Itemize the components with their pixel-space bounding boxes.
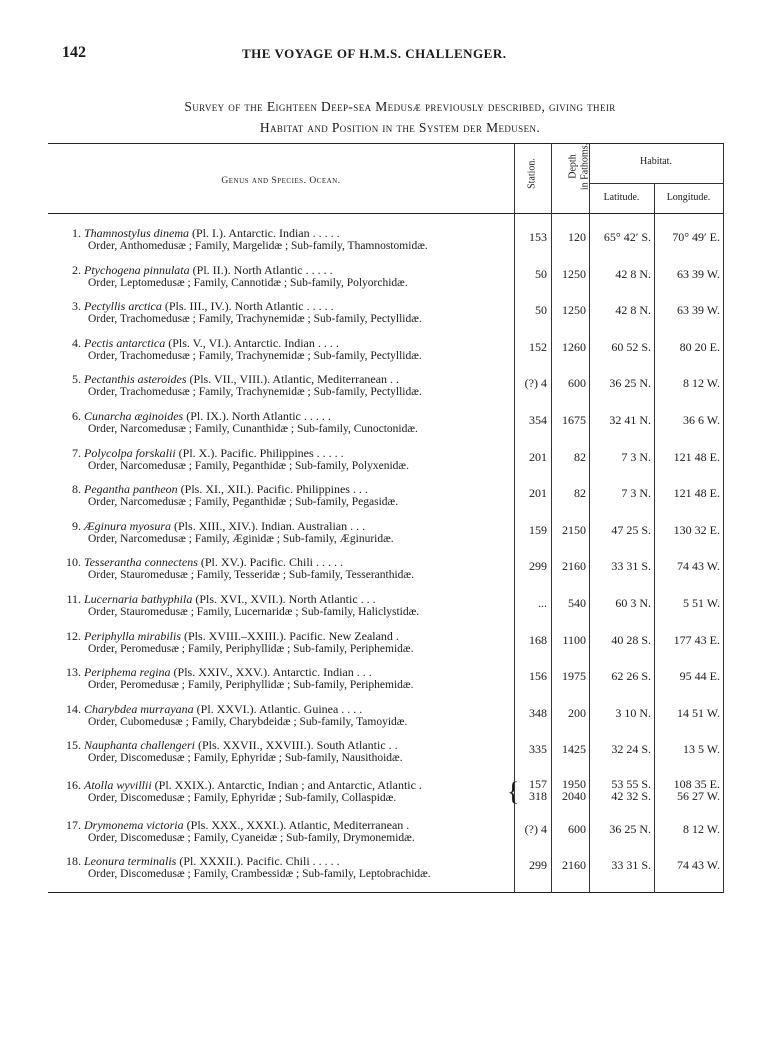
plate-ocean: (Pls. XIII., XIV.). Indian. Australian . . . bbox=[171, 518, 366, 533]
classification-line: Order, Narcomedusæ ; Family, Peganthidæ ; Sub-family, Pegasidæ. bbox=[88, 496, 399, 509]
longitude-cell: 63 39 W. bbox=[676, 266, 720, 281]
species-line bbox=[62, 702, 512, 717]
table-caption bbox=[60, 96, 740, 138]
species-name: Pectis antarctica bbox=[84, 335, 166, 350]
species-line bbox=[62, 738, 512, 753]
row-number: 12. bbox=[66, 628, 81, 643]
species-line bbox=[62, 482, 512, 497]
table-row bbox=[48, 854, 723, 888]
longitude-cell: 121 48 E. bbox=[673, 449, 720, 464]
latitude-cell: 62 26 S. bbox=[611, 669, 651, 684]
species-line bbox=[62, 592, 512, 607]
station-cell: 299 bbox=[529, 858, 547, 873]
longitude-cell: 74 43 W. bbox=[676, 559, 720, 574]
depth-cell: 1975 bbox=[562, 669, 586, 684]
plate-ocean: (Pls. V., VI.). Antarctic. Indian . . . . bbox=[165, 335, 339, 350]
table-row bbox=[48, 372, 723, 406]
classification-line: Order, Narcomedusæ ; Family, Cunanthidæ ; Sub-family, Cunoctonidæ. bbox=[88, 423, 418, 435]
plate-ocean: (Pl. XXVI.). Atlantic. Guinea . . . . bbox=[193, 701, 363, 716]
station-cell: 299 bbox=[529, 559, 547, 574]
table-row bbox=[48, 409, 723, 443]
latitude-cell: 36 25 N. bbox=[609, 376, 651, 391]
station-cell: 201 bbox=[529, 486, 547, 501]
station-cell: ... bbox=[538, 596, 547, 610]
species-name: Pegantha pantheon bbox=[84, 482, 178, 497]
plate-ocean: (Pls. XXX., XXXI.). Atlantic, Mediterranean . bbox=[183, 817, 410, 832]
longitude-cell: 8 12 W. bbox=[682, 821, 720, 836]
station-cell: (?) 4 bbox=[524, 821, 547, 836]
species-line bbox=[62, 336, 512, 351]
longitude-cell: 70° 49′ E. bbox=[672, 230, 720, 244]
column-divider bbox=[723, 143, 724, 893]
species-name: Periphylla mirabilis bbox=[84, 628, 181, 643]
row-number: 2. bbox=[72, 262, 81, 277]
row-number: 6. bbox=[72, 409, 81, 423]
classification-line: Order, Discomedusæ ; Family, Ephyridæ ; Sub-family, Nausithoidæ. bbox=[88, 752, 403, 765]
table-row bbox=[48, 446, 723, 480]
medusae-table bbox=[48, 143, 723, 894]
species-line bbox=[62, 409, 512, 424]
latitude-cell: 33 31 S. bbox=[611, 858, 651, 873]
row-number: 5. bbox=[72, 372, 81, 387]
species-line bbox=[62, 519, 512, 534]
classification-line: Order, Cubomedusæ ; Family, Charybdeidæ ; Sub-family, Tamoyidæ. bbox=[88, 715, 408, 728]
plate-ocean: (Pls. XVIII.–XXIII.). Pacific. New Zealand . bbox=[181, 628, 399, 643]
running-title: THE VOYAGE OF H.M.S. CHALLENGER. bbox=[242, 46, 507, 61]
classification-line: Order, Discomedusæ ; Family, Ephyridæ ; Sub-family, Collaspidæ. bbox=[88, 792, 397, 804]
station-cell: 50 bbox=[535, 303, 547, 318]
depth-cell: 1425 bbox=[562, 742, 586, 757]
classification-line: Order, Discomedusæ ; Family, Cyaneidæ ; Sub-family, Drymonemidæ. bbox=[88, 831, 415, 844]
row-number: 8. bbox=[72, 482, 81, 497]
depth-cell: 2160 bbox=[562, 559, 586, 574]
station-cell: 156 bbox=[529, 669, 547, 684]
depth-cell: 1675 bbox=[562, 413, 586, 427]
species-line bbox=[62, 818, 512, 833]
table-row bbox=[48, 519, 723, 553]
station-cell: 153 bbox=[529, 230, 547, 244]
species-line bbox=[62, 778, 512, 793]
table-row bbox=[48, 629, 723, 663]
species-name: Leonura terminalis bbox=[84, 854, 177, 869]
longitude-cell: 130 32 E. bbox=[673, 522, 720, 537]
row-number: 9. bbox=[72, 518, 81, 533]
species-name: Pectyllis arctica bbox=[84, 299, 162, 314]
latitude-cell: 36 25 N. bbox=[609, 821, 651, 836]
species-line bbox=[62, 555, 512, 570]
species-line bbox=[62, 226, 512, 241]
species-name: Polycolpa forskalii bbox=[84, 445, 176, 460]
row-number: 7. bbox=[72, 445, 81, 460]
depth-cell: 82 bbox=[574, 449, 586, 464]
plate-ocean: (Pl. X.). Pacific. Philippines . . . . . bbox=[175, 445, 344, 460]
longitude-cell: 36 6 W. bbox=[682, 413, 720, 427]
plate-ocean: (Pls. XXIV., XXV.). Antarctic. Indian . . . bbox=[170, 665, 372, 680]
station-cell: 152 bbox=[529, 339, 547, 354]
species-line bbox=[62, 629, 512, 644]
classification-line: Order, Anthomedusæ ; Family, Margelidæ ; Sub-family, Thamnostomidæ. bbox=[88, 240, 428, 252]
latitude-cell: 40 28 S. bbox=[611, 632, 651, 647]
species-name: Ptychogena pinnulata bbox=[84, 262, 190, 277]
table-row bbox=[48, 263, 723, 297]
longitude-cell: 108 35 E. 56 27 W. bbox=[673, 777, 720, 803]
depth-cell: 540 bbox=[568, 596, 586, 610]
row-number: 16. bbox=[66, 778, 81, 792]
table-row bbox=[48, 482, 723, 516]
plate-ocean: (Pl. XXIX.). Antarctic, Indian ; and Antarctic, Atlantic . bbox=[151, 778, 422, 792]
latitude-cell: 7 3 N. bbox=[621, 486, 651, 501]
latitude-cell: 32 41 N. bbox=[609, 413, 651, 427]
species-name: Pectanthis asteroides bbox=[84, 372, 187, 387]
table-row bbox=[48, 226, 723, 260]
station-cell: 168 bbox=[529, 632, 547, 647]
longitude-cell: 121 48 E. bbox=[673, 486, 720, 501]
row-number: 11. bbox=[66, 592, 81, 606]
depth-cell: 82 bbox=[574, 486, 586, 501]
plate-ocean: (Pl. XXXII.). Pacific. Chili . . . . . bbox=[176, 854, 340, 869]
latitude-cell: 60 3 N. bbox=[615, 596, 651, 610]
header-bottom-rule bbox=[48, 213, 723, 214]
species-line bbox=[62, 665, 512, 680]
header-habitat: Habitat. bbox=[640, 156, 672, 167]
table-top-rule bbox=[48, 143, 723, 144]
longitude-cell: 63 39 W. bbox=[676, 303, 720, 318]
row-number: 15. bbox=[66, 738, 81, 753]
header-genus-species: Genus and Species. Ocean. bbox=[221, 176, 341, 186]
depth-cell: 1250 bbox=[562, 266, 586, 281]
caption-line-2: Habitat and Position in the System der Medusen. bbox=[259, 120, 541, 135]
species-line bbox=[62, 299, 512, 314]
latitude-cell: 47 25 S. bbox=[611, 522, 651, 537]
depth-cell: 1100 bbox=[562, 632, 586, 647]
depth-cell: 1260 bbox=[562, 339, 586, 354]
depth-cell: 120 bbox=[568, 230, 586, 244]
latitude-cell: 7 3 N. bbox=[621, 449, 651, 464]
species-name: Tesserantha connectens bbox=[84, 555, 198, 570]
latitude-cell: 33 31 S. bbox=[611, 559, 651, 574]
table-row bbox=[48, 665, 723, 699]
latitude-cell: 65° 42′ S. bbox=[603, 230, 651, 244]
row-number: 3. bbox=[72, 299, 81, 314]
header-depth: Depth bbox=[567, 154, 579, 179]
plate-ocean: (Pls. XVI., XVII.). North Atlantic . . . bbox=[192, 592, 376, 606]
table-row bbox=[48, 702, 723, 736]
latitude-cell: 42 8 N. bbox=[615, 303, 651, 318]
species-line bbox=[62, 854, 512, 869]
longitude-cell: 13 5 W. bbox=[682, 742, 720, 757]
brace-icon: { bbox=[507, 777, 520, 806]
station-cell: 157 318 bbox=[529, 777, 547, 803]
species-name: Atolla wyvillii bbox=[84, 778, 152, 792]
classification-line: Order, Trachomedusæ ; Family, Trachynemidæ ; Sub-family, Pectyllidæ. bbox=[88, 349, 422, 362]
latitude-cell: 32 24 S. bbox=[611, 742, 651, 757]
species-name: Drymonema victoria bbox=[84, 817, 184, 832]
species-name: Nauphanta challengeri bbox=[84, 738, 195, 753]
row-number: 14. bbox=[66, 701, 81, 716]
table-row bbox=[48, 778, 723, 818]
row-number: 13. bbox=[66, 665, 81, 680]
row-number: 4. bbox=[72, 335, 81, 350]
station-cell: 159 bbox=[529, 522, 547, 537]
station-cell: 335 bbox=[529, 742, 547, 757]
longitude-cell: 5 51 W. bbox=[682, 596, 720, 610]
classification-line: Order, Peromedusæ ; Family, Periphyllidæ ; Sub-family, Periphemidæ. bbox=[88, 679, 414, 692]
depth-cell: 200 bbox=[568, 705, 586, 720]
depth-cell: 2150 bbox=[562, 522, 586, 537]
table-row bbox=[48, 592, 723, 626]
plate-ocean: (Pls. VII., VIII.). Atlantic, Mediterranean . . bbox=[186, 372, 400, 387]
caption-line-1: Survey of the Eighteen Deep-sea Medusæ previously described, giving their bbox=[184, 99, 616, 114]
longitude-cell: 80 20 E. bbox=[679, 339, 720, 354]
plate-ocean: (Pls. XXVII., XXVIII.). South Atlantic . . bbox=[195, 738, 398, 753]
classification-line: Order, Trachomedusæ ; Family, Trachynemidæ ; Sub-family, Pectyllidæ. bbox=[88, 313, 422, 326]
plate-ocean: (Pl. XV.). Pacific. Chili . . . . . bbox=[197, 555, 343, 570]
longitude-cell: 177 43 E. bbox=[673, 632, 720, 647]
station-cell: (?) 4 bbox=[524, 376, 547, 391]
depth-cell: 600 bbox=[568, 376, 586, 391]
table-bottom-rule bbox=[48, 892, 723, 893]
species-line bbox=[62, 446, 512, 461]
species-name: Lucernaria bathyphila bbox=[84, 592, 193, 606]
classification-line: Order, Trachomedusæ ; Family, Trachynemidæ ; Sub-family, Pectyllidæ. bbox=[88, 386, 422, 399]
classification-line: Order, Stauromedusæ ; Family, Tesseridæ ; Sub-family, Tesseranthidæ. bbox=[88, 569, 414, 582]
header-depth-unit: in Fathoms. bbox=[579, 142, 591, 191]
classification-line: Order, Peromedusæ ; Family, Periphyllidæ ; Sub-family, Periphemidæ. bbox=[88, 642, 414, 655]
latitude-cell: 3 10 N. bbox=[615, 705, 651, 720]
depth-cell: 2160 bbox=[562, 858, 586, 873]
station-cell: 348 bbox=[529, 705, 547, 720]
plate-ocean: (Pl. I.). Antarctic. Indian . . . . . bbox=[189, 226, 340, 240]
classification-line: Order, Discomedusæ ; Family, Crambessidæ ; Sub-family, Leptobrachidæ. bbox=[88, 868, 431, 881]
longitude-cell: 8 12 W. bbox=[682, 376, 720, 391]
table-row bbox=[48, 299, 723, 333]
longitude-cell: 95 44 E. bbox=[679, 669, 720, 684]
header-latitude: Latitude. bbox=[603, 192, 640, 203]
species-name: Thamnostylus dinema bbox=[84, 226, 189, 240]
species-name: Periphema regina bbox=[84, 665, 171, 680]
station-cell: 50 bbox=[535, 266, 547, 281]
classification-line: Order, Leptomedusæ ; Family, Cannotidæ ; Sub-family, Polyorchidæ. bbox=[88, 276, 408, 289]
row-number: 10. bbox=[66, 555, 81, 570]
table-row bbox=[48, 818, 723, 852]
depth-cell: 600 bbox=[568, 821, 586, 836]
latitude-cell: 60 52 S. bbox=[611, 339, 651, 354]
table-row bbox=[48, 336, 723, 370]
plate-ocean: (Pls. III., IV.). North Atlantic . . . . . bbox=[161, 299, 334, 314]
latitude-cell: 42 8 N. bbox=[615, 266, 651, 281]
latitude-cell: 53 55 S. 42 32 S. bbox=[611, 777, 651, 803]
plate-ocean: (Pls. XI., XII.). Pacific. Philippines . . . bbox=[177, 482, 368, 497]
species-name: Cunarcha æginoides bbox=[84, 409, 184, 423]
table-row bbox=[48, 738, 723, 772]
station-cell: 201 bbox=[529, 449, 547, 464]
classification-line: Order, Narcomedusæ ; Family, Æginidæ ; Sub-family, Æginuridæ. bbox=[88, 532, 394, 545]
classification-line: Order, Narcomedusæ ; Family, Peganthidæ ; Sub-family, Polyxenidæ. bbox=[88, 459, 409, 472]
row-number: 17. bbox=[66, 817, 81, 832]
station-cell: 354 bbox=[529, 413, 547, 427]
header-station: Station. bbox=[526, 158, 538, 189]
longitude-cell: 74 43 W. bbox=[676, 858, 720, 873]
classification-line: Order, Stauromedusæ ; Family, Lucernaridæ ; Sub-family, Haliclystidæ. bbox=[88, 606, 420, 618]
habitat-header-rule bbox=[589, 183, 723, 184]
species-line bbox=[62, 263, 512, 278]
species-line bbox=[62, 372, 512, 387]
species-name: Charybdea murrayana bbox=[84, 701, 194, 716]
depth-cell: 1950 2040 bbox=[562, 777, 586, 803]
plate-ocean: (Pl. II.). North Atlantic . . . . . bbox=[189, 262, 333, 277]
species-name: Æginura myosura bbox=[84, 518, 172, 533]
longitude-cell: 14 51 W. bbox=[676, 705, 720, 720]
table-row bbox=[48, 555, 723, 589]
page-number: 142 bbox=[62, 44, 86, 61]
header-longitude: Longitude. bbox=[666, 192, 711, 203]
depth-cell: 1250 bbox=[562, 303, 586, 318]
page-header bbox=[62, 44, 742, 68]
row-number: 18. bbox=[66, 854, 81, 869]
plate-ocean: (Pl. IX.). North Atlantic . . . . . bbox=[183, 409, 331, 423]
row-number: 1. bbox=[72, 226, 81, 240]
